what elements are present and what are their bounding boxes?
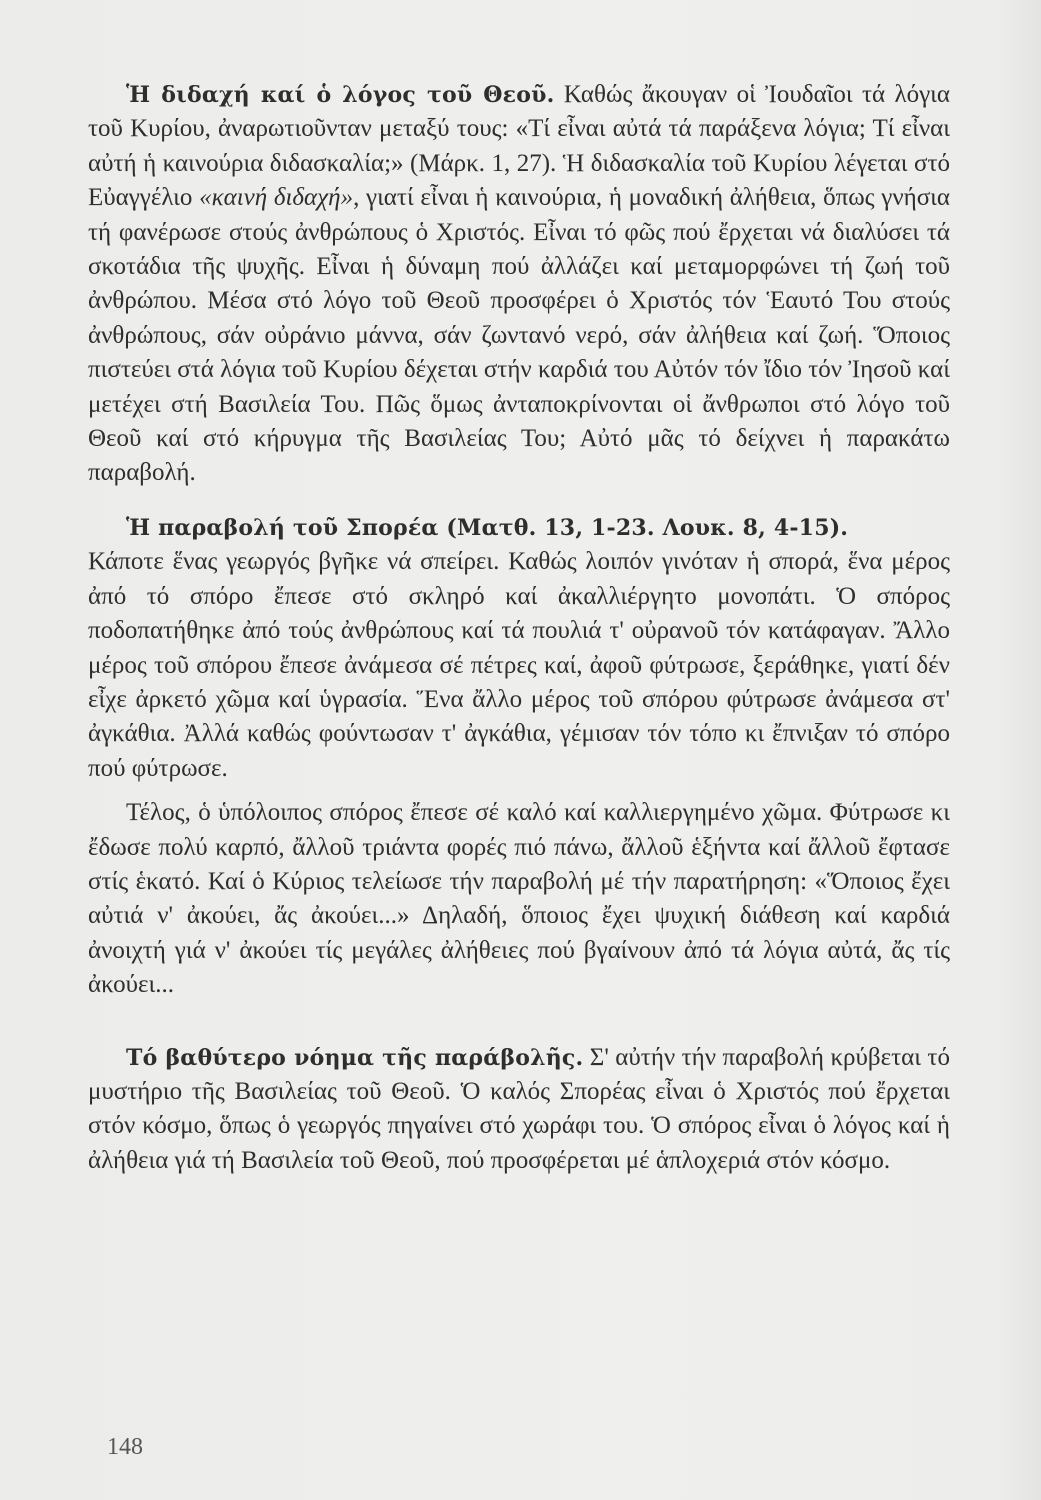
paragraph-text: Τέλος, ὁ ὑπόλοιπος σπόρος ἔπεσε σέ καλό καί καλλιεργημένο χῶμα. Φύτρωσε κι ἔδωσε πολύ καρπό, ἄλλοῦ τριάντα φορές πιό πάνω, ἄλλοῦ ἑξήντα καί ἄλλοῦ ἔφτασε στίς ἑκατό. Καί ὁ Κύριος τελείωσε τήν παραβολή μέ τήν παρατήρηση: «Ὅποιος ἔχει αὐτιά ν' ἀκούει, ἄς ἀκούει...» Δηλαδή, ὅποιος ἔχει ψυχική διάθεση καί καρδιά ἀνοιχτή γιά ν' ἀκούει τίς μεγάλες ἀλήθειες πού βγαίνουν ἀπό τά λόγια αὐτά, ἄς τίς ἀκούει... [88, 799, 950, 999]
section-heading: Τό βαθύτερο νόημα τῆς παράβολῆς. [126, 1044, 584, 1071]
paragraph-deeper-meaning [88, 1041, 950, 1179]
page-number: 148 [107, 1434, 143, 1460]
paragraph-sower-story [88, 545, 950, 786]
paragraph-text: Καθώς ἄκουγαν οἱ Ἰουδαῖοι τά λόγια τοῦ Κυρίου, ἀναρωτιοῦνταν μεταξύ τους: «Τί εἶναι αὐτά τά παράξενα λόγια; Τί εἶναι αὐτή ἡ καινούρια διδασκαλία;» (Μάρκ. 1, 27). Ἡ διδασκαλία τοῦ Κυρίου λέγεται στό Εὐαγγέλιο [88, 81, 950, 212]
paragraph-text: Κάποτε ἕνας γεωργός βγῆκε νά σπείρει. Καθώς λοιπόν γινόταν ἡ σπορά, ἕνα μέρος ἀπό τό σπόρο ἔπεσε στό σκληρό καί ἀκαλλιέργητο μονοπάτι. Ὁ σπόρος ποδοπατήθηκε ἀπό τούς ἀνθρώπους καί τά πουλιά τ' οὐρανοῦ τόν κατάφαγαν. Ἄλλο μέρος τοῦ σπόρου ἔπεσε ἀνάμεσα σέ πέτρες καί, ἀφοῦ φύτρωσε, ξεράθηκε, γιατί δέν εἶχε ἀρκετό χῶμα καί ὑγρασία. Ἕνα ἄλλο μέρος τοῦ σπόρου φύτρωσε ἀνάμεσα στ' ἀγκάθια. Ἀλλά καθώς φούντωσαν τ' ἀγκάθια, γέμισαν τόν τόπο κι ἔπνιξαν τό σπόρο πού φύτρωσε. [88, 548, 950, 782]
paragraph-sower-ending [88, 796, 950, 1002]
paragraph-text: Σ' αὐτήν τήν παραβολή κρύβεται τό μυστήριο τῆς Βασιλείας τοῦ Θεοῦ. Ὁ καλός Σπορέας εἶναι ὁ Χριστός πού ἔρχεται στόν κόσμο, ὅπως ὁ γεωργός πηγαίνει στό χωράφι του. Ὁ σπόρος εἶναι ὁ λόγος καί ἡ ἀλήθεια γιά τή Βασιλεία τοῦ Θεοῦ, πού προσφέρεται μέ ἁπλοχεριά στόν κόσμο. [88, 1043, 950, 1174]
body-text [88, 78, 950, 1178]
paragraph-teaching-and-word [88, 78, 950, 491]
section-heading: Ἡ παραβολή τοῦ Σπορέα (Ματθ. 13, 1-23. Λουκ. 8, 4-15). [126, 514, 849, 541]
paragraph-text: , γιατί εἶναι ἡ καινούρια, ἡ μοναδική ἀλήθεια, ὅπως γνήσια τή φανέρωσε στούς ἀνθρώπους ὁ Χριστός. Εἶναι τό φῶς πού ἔρχεται νά διαλύσει τά σκοτάδια τῆς ψυχῆς. Εἶναι ἡ δύναμη πού ἀλλάζει καί μεταμορφώνει τή ζωή τοῦ ἀνθρώπου. Μέσα στό λόγο τοῦ Θεοῦ προσφέρει ὁ Χριστός τόν Ἑαυτό Του στούς ἀνθρώπους, σάν οὐράνιο μάννα, σάν ζωντανό νερό, σάν ἀλήθεια καί ζωή. Ὅποιος πιστεύει στά λόγια τοῦ Κυρίου δέχεται στήν καρδιά του Αὐτόν τόν ἴδιο τόν Ἰησοῦ καί μετέχει στή Βασιλεία Του. Πῶς ὅμως ἀνταποκρίνονται οἱ ἄνθρωποι στό λόγο τοῦ Θεοῦ καί στό κήρυγμα τῆς Βασιλείας Του; Αὐτό μᾶς τό δείχνει ἡ παρακάτω παραβολή. [88, 184, 951, 487]
section-heading: Ἡ διδαχή καί ὁ λόγος τοῦ Θεοῦ. [126, 82, 555, 108]
paragraph-heading-sower [88, 511, 950, 545]
emphasized-phrase: «καινή διδαχή» [199, 184, 354, 212]
